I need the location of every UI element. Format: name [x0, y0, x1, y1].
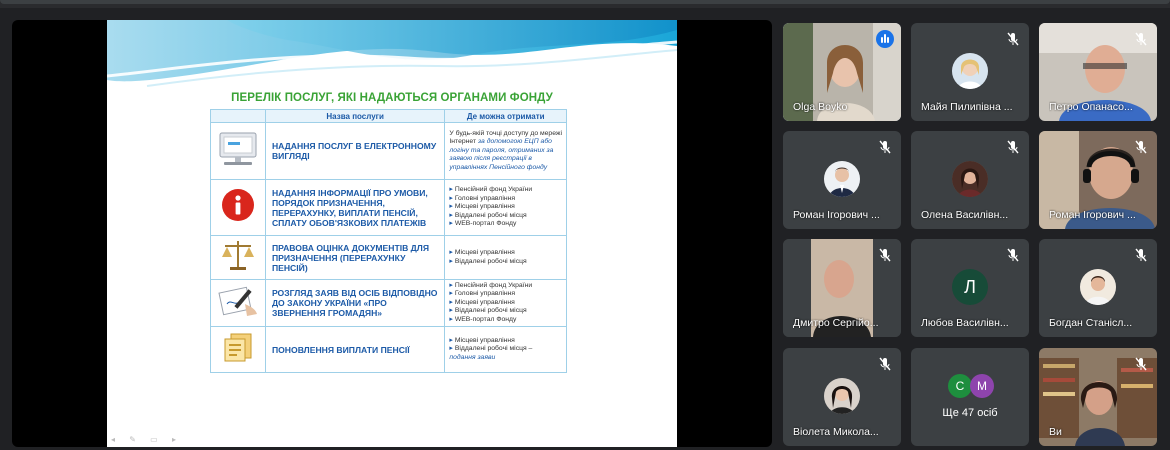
participant-tile[interactable] — [1039, 348, 1157, 446]
avatar — [952, 161, 988, 197]
participant-tile[interactable] — [783, 23, 901, 121]
table-row — [211, 180, 567, 236]
top-bar — [0, 0, 1170, 8]
service-name: НАДАННЯ ІНФОРМАЦІЇ ПРО УМОВИ, ПОРЯДОК ПРИЗНАЧЕННЯ, ПЕРЕРАХУНКУ, ВИПЛАТИ ПЕНСІЙ, СПЛАТУ ОБОВ'ЯЗКОВИХ ПЛАТЕЖІВ — [265, 180, 444, 236]
mic-off-icon — [877, 356, 893, 372]
service-where: ▸ Пенсійний фонд України ▸ Головні управління ▸ Місцеві управління ▸ Віддалені робочі місця ▸ WEB-портал Фонду — [445, 180, 567, 236]
participant-tile[interactable] — [1039, 23, 1157, 121]
participant-name: Роман Ігорович ... — [793, 209, 880, 221]
info-icon — [221, 188, 255, 222]
participant-name: Любов Василівн... — [921, 317, 1009, 329]
presentation-stage — [12, 20, 772, 447]
slide-title: ПЕРЕЛІК ПОСЛУГ, ЯКІ НАДАЮТЬСЯ ОРГАНАМИ ФОНДУ — [231, 92, 553, 104]
mic-off-icon — [877, 247, 893, 263]
participant-name: Віолета Микола... — [793, 426, 879, 438]
mic-off-icon — [1133, 247, 1149, 263]
mic-off-icon — [1133, 31, 1149, 47]
participant-name: Богдан Станісл... — [1049, 317, 1133, 329]
slide-header-wave — [107, 20, 677, 100]
participant-name: Олена Василівн... — [921, 209, 1009, 221]
mic-off-icon — [1133, 356, 1149, 372]
participant-name: Роман Ігорович ... — [1049, 209, 1136, 221]
scales-icon — [219, 237, 257, 273]
service-where: ▸ Місцеві управління ▸ Віддалені робочі місця – подання заяви — [445, 327, 567, 373]
avatar — [1080, 269, 1116, 305]
slide — [107, 20, 677, 447]
participant-tile[interactable] — [783, 239, 901, 337]
slide-controls[interactable]: ◂ ✎ ▭ ▸ — [111, 435, 182, 444]
more-participants-tile[interactable] — [911, 348, 1029, 446]
participant-tile[interactable] — [911, 239, 1029, 337]
participant-tile[interactable] — [783, 348, 901, 446]
participant-tile[interactable] — [911, 23, 1029, 121]
signing-icon — [217, 284, 259, 318]
avatar: С — [948, 374, 972, 398]
table-row — [211, 236, 567, 280]
service-name: ПРАВОВА ОЦІНКА ДОКУМЕНТІВ ДЛЯ ПРИЗНАЧЕННЯ (ПЕРЕРАХУНКУ ПЕНСІЙ) — [265, 236, 444, 280]
more-participants-avatars — [948, 374, 994, 398]
table-header-blank — [211, 110, 266, 123]
avatar: Л — [952, 269, 988, 305]
participant-tile[interactable] — [783, 131, 901, 229]
more-participants-label: Ще 47 осіб — [942, 407, 998, 419]
mic-off-icon — [1133, 139, 1149, 155]
computer-icon — [216, 130, 260, 168]
table-row — [211, 280, 567, 327]
participant-tile[interactable] — [1039, 239, 1157, 337]
services-table — [210, 109, 567, 373]
documents-icon — [221, 330, 255, 364]
table-header-where: Де можна отримати — [445, 110, 567, 123]
mic-off-icon — [1005, 139, 1021, 155]
service-name: НАДАННЯ ПОСЛУГ В ЕЛЕКТРОННОМУ ВИГЛЯДІ — [265, 123, 444, 180]
table-row — [211, 123, 567, 180]
table-header-name: Назва послуги — [265, 110, 444, 123]
participant-name: Петро Опанасо... — [1049, 101, 1133, 113]
participant-name: Olga Boyko — [793, 101, 848, 113]
mic-off-icon — [1005, 247, 1021, 263]
service-name: ПОНОВЛЕННЯ ВИПЛАТИ ПЕНСІЇ — [265, 327, 444, 373]
participant-tile[interactable] — [911, 131, 1029, 229]
participant-name: Дмитро Сергійо... — [793, 317, 879, 329]
service-where: ▸ Місцеві управління ▸ Віддалені робочі місця — [445, 236, 567, 280]
table-row — [211, 327, 567, 373]
participant-tile[interactable] — [1039, 131, 1157, 229]
scrollbar[interactable] — [0, 0, 1170, 4]
avatar: М — [970, 374, 994, 398]
avatar — [824, 161, 860, 197]
avatar — [952, 53, 988, 89]
avatar — [824, 378, 860, 414]
mic-off-icon — [1005, 31, 1021, 47]
service-where: ▸ Пенсійний фонд України ▸ Головні управління ▸ Місцеві управління ▸ Віддалені робочі місця ▸ WEB-портал Фонду — [445, 280, 567, 327]
participant-name: Майя Пилипівна ... — [921, 101, 1013, 113]
service-name: РОЗГЛЯД ЗАЯВ ВІД ОСІБ ВІДПОВІДНО ДО ЗАКОНУ УКРАЇНИ «ПРО ЗВЕРНЕННЯ ГРОМАДЯН» — [265, 280, 444, 327]
speaking-indicator-icon — [876, 30, 894, 48]
mic-off-icon — [877, 139, 893, 155]
service-where: У будь-якій точці доступу до мережі Інтернет за допомогою ЕЦП або логіну та пароля, отриманих за заявою після реєстрації в управліннях Пенсійного фонду — [445, 123, 567, 180]
participant-name: Ви — [1049, 426, 1062, 438]
